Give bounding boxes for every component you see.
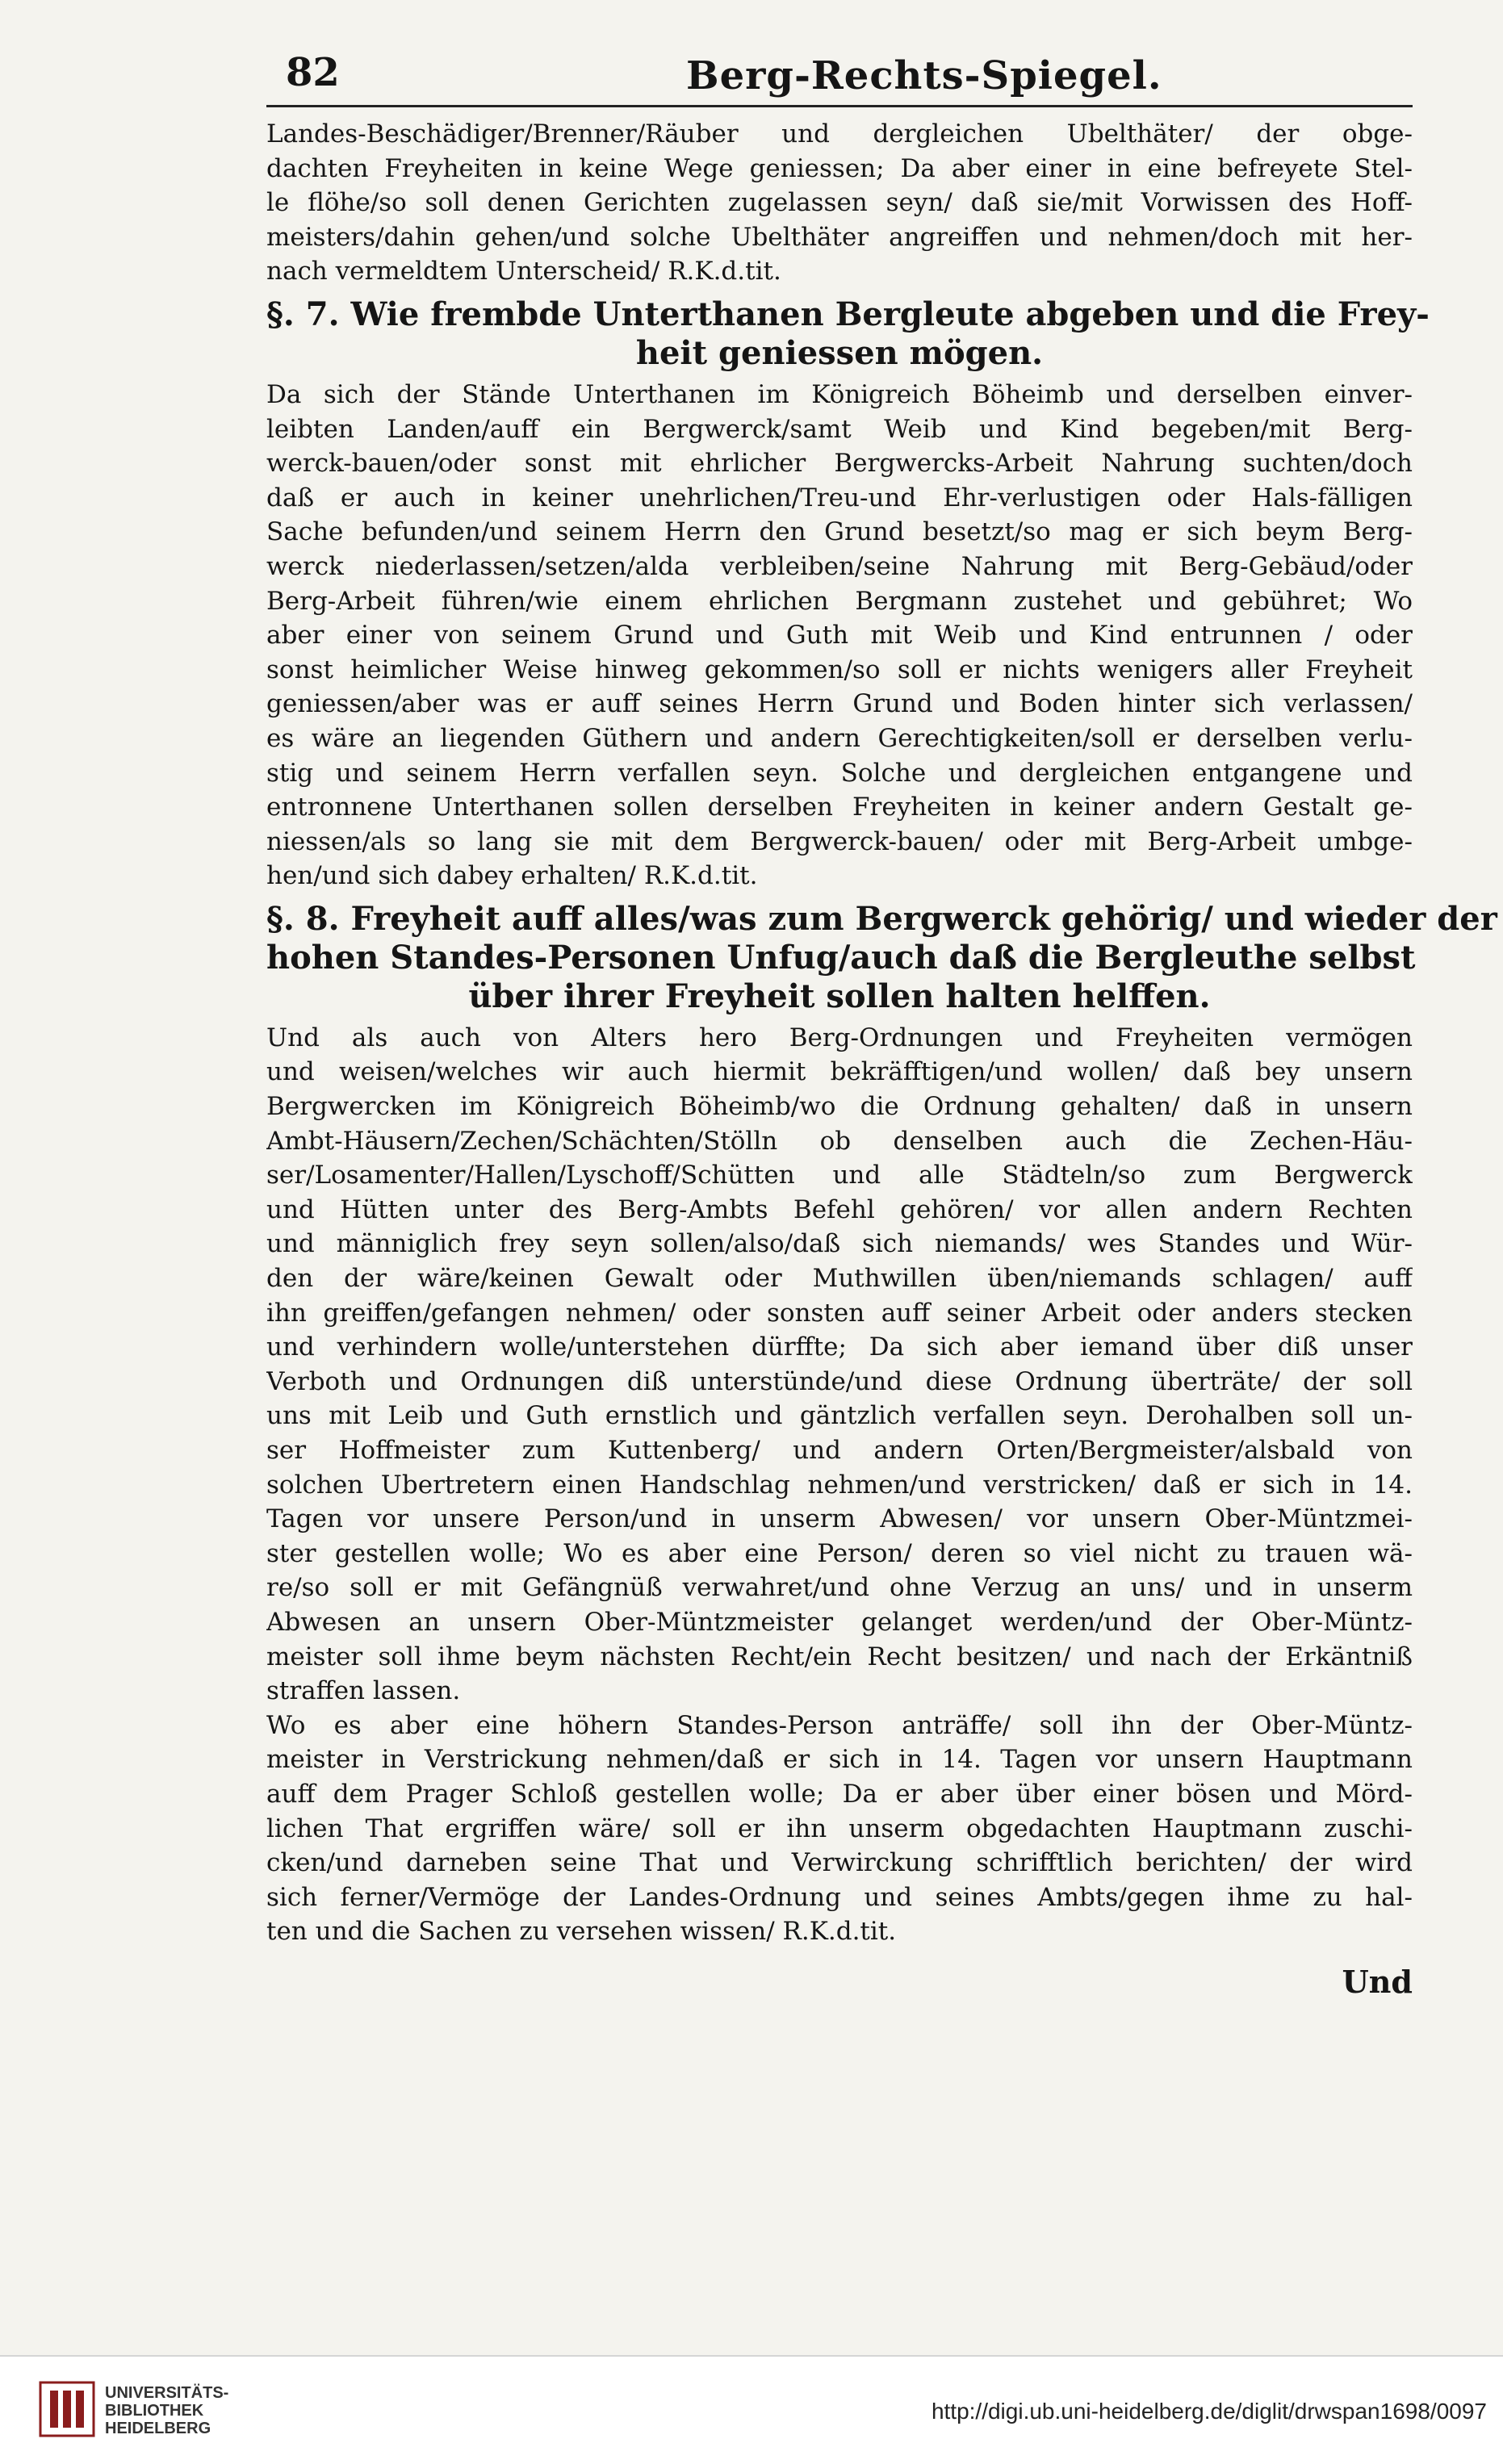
text-line: werck-bauen/oder sonst mit ehrlicher Bergwercks-Arbeit Nahrung suchten/doch [266,449,1413,479]
text-line: daß er auch in keiner unehrlichen/Treu-und Ehr-verlustigen oder Hals-fälligen [266,483,1413,512]
running-title: Berg-Rechts-Spiegel. [686,53,1162,98]
source-url-link[interactable]: http://digi.ub.uni-heidelberg.de/diglit/drwspan1698/0097 [931,2399,1487,2424]
text-line: Sache befunden/und seinem Herrn den Grund besetzt/so mag er sich beym Berg- [266,517,1413,547]
library-name-line: UNIVERSITÄTS- [105,2384,229,2402]
text-line: Ambt-Häusern/Zechen/Schächten/Stölln ob denselben auch die Zechen-Häu- [266,1126,1413,1156]
text-line: ster gestellen wolle; Wo es aber eine Person/ deren so viel nicht zu trauen wä- [266,1538,1413,1568]
library-name-line: HEIDELBERG [105,2420,211,2437]
text-line: Da sich der Stände Unterthanen im Königreich Böheimb und derselben einver- [266,379,1413,409]
text-line: Berg-Arbeit führen/wie einem ehrlichen Bergmann zustehet und gebühret; Wo [266,586,1413,616]
text-line: ser/Losamenter/Hallen/Lyschoff/Schütten und alle Städteln/so zum Bergwerck [266,1161,1413,1190]
text-line: werck niederlassen/setzen/alda verbleiben/seine Nahrung mit Berg-Gebäud/oder [266,551,1413,581]
text-line: hen/und sich dabey erhalten/ R.K.d.tit. [266,861,758,891]
text-line: meister soll ihme beym nächsten Recht/ein Recht besitzen/ und nach der Erkäntniß [266,1642,1413,1671]
text-line: und männiglich frey seyn sollen/also/daß sich niemands/ wes Standes und Wür- [266,1229,1413,1259]
text-line: straffen lassen. [266,1676,461,1706]
paragraph [266,117,1413,289]
text-line: leibten Landen/auff ein Bergwerck/samt Weib und Kind begeben/mit Berg- [266,414,1413,444]
library-name-line: BIBLIOTHEK [105,2402,204,2420]
section-heading [266,295,1430,373]
text-line: entronnene Unterthanen sollen derselben Freyheiten in keiner andern Gestalt ge- [266,793,1413,822]
heading-line: §. 7. Wie frembde Unterthanen Bergleute abgeben und die Frey- [266,295,1430,333]
library-logo-icon [39,2381,95,2437]
text-line: Wo es aber eine höhern Standes-Person anträffe/ soll ihn der Ober-Müntz- [266,1710,1413,1740]
library-name [105,2384,228,2437]
heading-line: über ihrer Freyheit sollen halten helffen. [468,977,1211,1015]
text-line: solchen Ubertretern einen Handschlag nehmen/und verstricken/ daß er sich in 14. [266,1470,1413,1500]
paragraph [266,1021,1413,1709]
text-line: Tagen vor unsere Person/und in unserm Abwesen/ vor unsern Ober-Müntzmei- [266,1504,1413,1534]
text-line: und weisen/welches wir auch hiermit bekräfftigen/und wollen/ daß bey unsern [266,1057,1413,1087]
text-line: ihn greiffen/gefangen nehmen/ oder sonsten auff seiner Arbeit oder anders stecken [266,1298,1413,1328]
text-line: dachten Freyheiten in keine Wege geniessen; Da aber einer in eine befreyete Stel- [266,153,1413,183]
text-line: und Hütten unter des Berg-Ambts Befehl gehören/ vor allen andern Rechten [266,1194,1413,1224]
text-line: aber einer von seinem Grund und Guth mit Weib und Kind entrunnen / oder [266,621,1413,651]
text-line: sonst heimlicher Weise hinweg gekommen/so soll er nichts wenigers aller Freyheit [266,655,1413,684]
text-line: stig und seinem Herrn verfallen seyn. Solche und dergleichen entgangene und [266,758,1413,788]
paragraph [266,378,1413,893]
catchword: Und [1342,1963,1413,2000]
text-line: und verhindern wolle/unterstehen dürffte; Da sich aber iemand über diß unser [266,1332,1413,1362]
paragraph [266,1709,1413,1949]
text-line: le flöhe/so soll denen Gerichten zugelassen seyn/ daß sie/mit Vorwissen des Hoff- [266,188,1413,218]
heading-line: heit geniessen mögen. [635,333,1044,372]
text-line: es wäre an liegenden Güthern und andern Gerechtigkeiten/soll er derselben verlu- [266,723,1413,753]
heading-line: hohen Standes-Personen Unfug/auch daß die Bergleuthe selbst [266,938,1416,977]
text-line: meisters/dahin gehen/und solche Ubelthäter angreiffen und nehmen/doch mit her- [266,222,1413,252]
section-heading [266,899,1497,1016]
text-line: Landes-Beschädiger/Brenner/Räuber und dergleichen Ubelthäter/ der obge- [266,119,1413,149]
text-line: Abwesen an unsern Ober-Müntzmeister gelanget werden/und der Ober-Müntz- [266,1607,1413,1637]
body-text [266,117,1497,1949]
text-line: nach vermeldtem Unterscheid/ R.K.d.tit. [266,257,781,287]
text-line: lichen That ergriffen wäre/ soll er ihn unserm obgedachten Hauptmann zuschi- [266,1813,1413,1843]
text-line: niessen/als so lang sie mit dem Bergwerck-bauen/ oder mit Berg-Arbeit umbge- [266,826,1413,856]
text-line: auff dem Prager Schloß gestellen wolle; Da er aber über einer bösen und Mörd- [266,1779,1413,1809]
text-line: ser Hoffmeister zum Kuttenberg/ und andern Orten/Bergmeister/alsbald von [266,1436,1413,1465]
viewer-footer [0,2355,1503,2464]
text-line: geniessen/aber was er auff seines Herrn Grund und Boden hinter sich verlassen/ [266,689,1413,719]
heading-line: §. 8. Freyheit auff alles/was zum Bergwerck gehörig/ und wieder der [266,899,1497,938]
text-line: sich ferner/Vermöge der Landes-Ordnung und seines Ambts/gegen ihme zu hal- [266,1882,1413,1912]
text-line: uns mit Leib und Guth ernstlich und gäntzlich verfallen seyn. Derohalben soll un- [266,1401,1413,1431]
running-head [266,32,1413,107]
text-line: Verboth und Ordnungen diß unterstünde/und diese Ordnung überträte/ der soll [266,1366,1413,1396]
text-line: Und als auch von Alters hero Berg-Ordnungen und Freyheiten vermögen [266,1023,1413,1052]
page-content [266,32,1497,2000]
text-line: cken/und darneben seine That und Verwirckung schrifftlich berichten/ der wird [266,1848,1413,1878]
text-line: den der wäre/keinen Gewalt oder Muthwillen üben/niemands schlagen/ auff [266,1264,1413,1294]
text-line: Bergwercken im Königreich Böheimb/wo die Ordnung gehalten/ daß in unsern [266,1092,1413,1122]
page-number: 82 [286,50,340,95]
text-line: ten und die Sachen zu versehen wissen/ R.K.d.tit. [266,1917,897,1947]
text-line: meister in Verstrickung nehmen/daß er sich in 14. Tagen vor unsern Hauptmann [266,1745,1413,1775]
text-line: re/so soll er mit Gefängnüß verwahret/und ohne Verzug an uns/ und in unserm [266,1573,1413,1603]
